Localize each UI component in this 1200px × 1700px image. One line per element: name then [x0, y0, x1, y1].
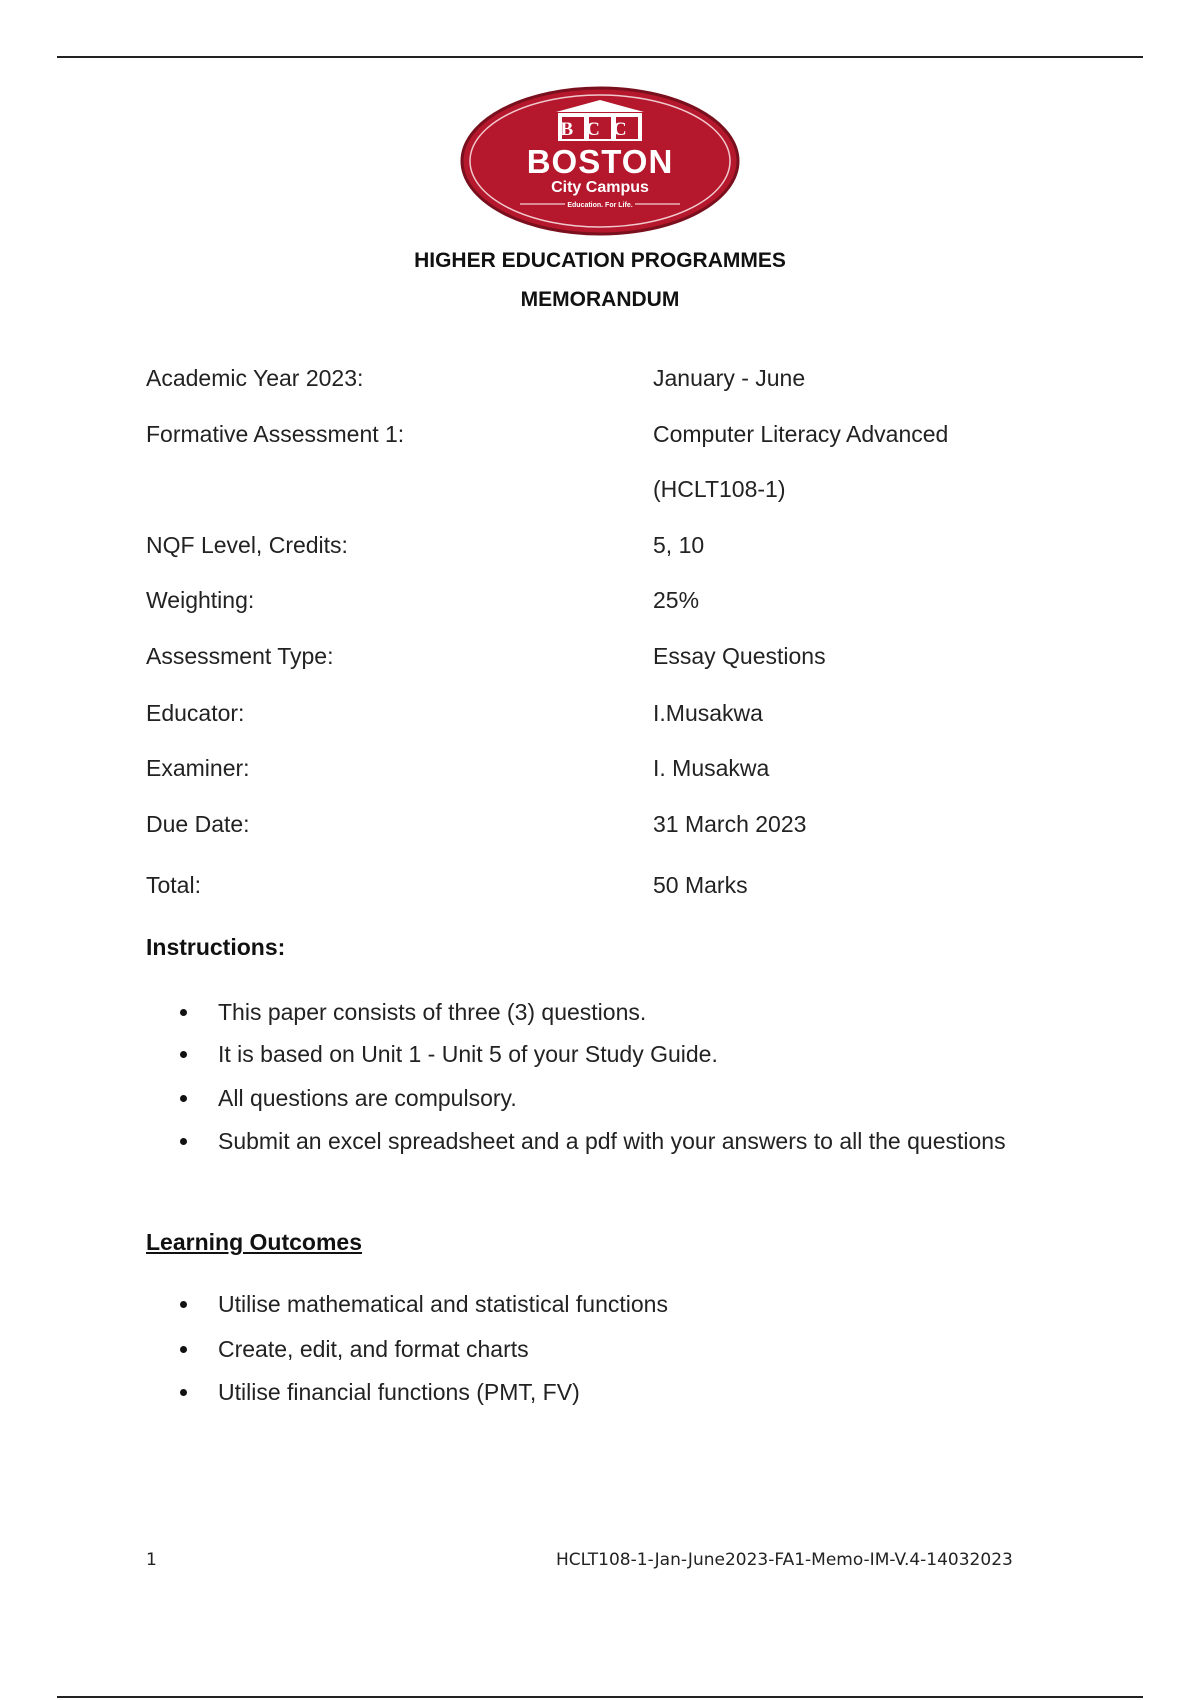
- document-code: HCLT108-1-Jan-June2023-FA1-Memo-IM-V.4-14032023: [556, 1550, 1013, 1570]
- bottom-rule: [57, 1696, 1143, 1698]
- detail-value: I. Musakwa: [653, 755, 770, 781]
- programme-heading: HIGHER EDUCATION PROGRAMMES: [414, 249, 786, 272]
- detail-label: Assessment Type:: [146, 643, 334, 669]
- detail-label: Due Date:: [146, 811, 250, 837]
- learning-outcomes-title: Learning Outcomes: [146, 1229, 362, 1255]
- top-rule: [57, 56, 1143, 58]
- detail-value: (HCLT108-1): [653, 476, 786, 502]
- detail-value: 5, 10: [653, 532, 705, 558]
- bullet-icon: [180, 1346, 187, 1353]
- detail-label: Examiner:: [146, 755, 250, 781]
- detail-value: January - June: [653, 365, 806, 391]
- detail-value: 25%: [653, 587, 700, 613]
- detail-label: NQF Level, Credits:: [146, 532, 348, 558]
- boston-city-campus-logo: [460, 86, 740, 236]
- bullet-icon: [180, 1095, 187, 1102]
- bullet-icon: [180, 1138, 187, 1145]
- svg-text:BCC: BCC: [560, 119, 640, 140]
- svg-text:BOSTON: BOSTON: [526, 143, 674, 180]
- detail-label: Weighting:: [146, 587, 255, 613]
- bullet-icon: [180, 1009, 187, 1016]
- page-number: 1: [146, 1550, 157, 1570]
- detail-label: Formative Assessment 1:: [146, 421, 405, 447]
- detail-value: Essay Questions: [653, 643, 826, 669]
- detail-label: Total:: [146, 872, 201, 898]
- svg-text:City Campus: City Campus: [551, 179, 649, 196]
- document-type-heading: MEMORANDUM: [520, 288, 680, 311]
- bullet-icon: [180, 1051, 187, 1058]
- instructions-title: Instructions:: [146, 934, 286, 960]
- detail-value: 50 Marks: [653, 872, 748, 898]
- svg-text:Education. For Life.: Education. For Life.: [567, 202, 633, 209]
- detail-value: 31 March 2023: [653, 811, 807, 837]
- detail-value: I.Musakwa: [653, 700, 763, 726]
- bullet-icon: [180, 1389, 187, 1396]
- detail-value: Computer Literacy Advanced: [653, 421, 949, 447]
- detail-label: Academic Year 2023:: [146, 365, 364, 391]
- detail-label: Educator:: [146, 700, 245, 726]
- bullet-icon: [180, 1301, 187, 1308]
